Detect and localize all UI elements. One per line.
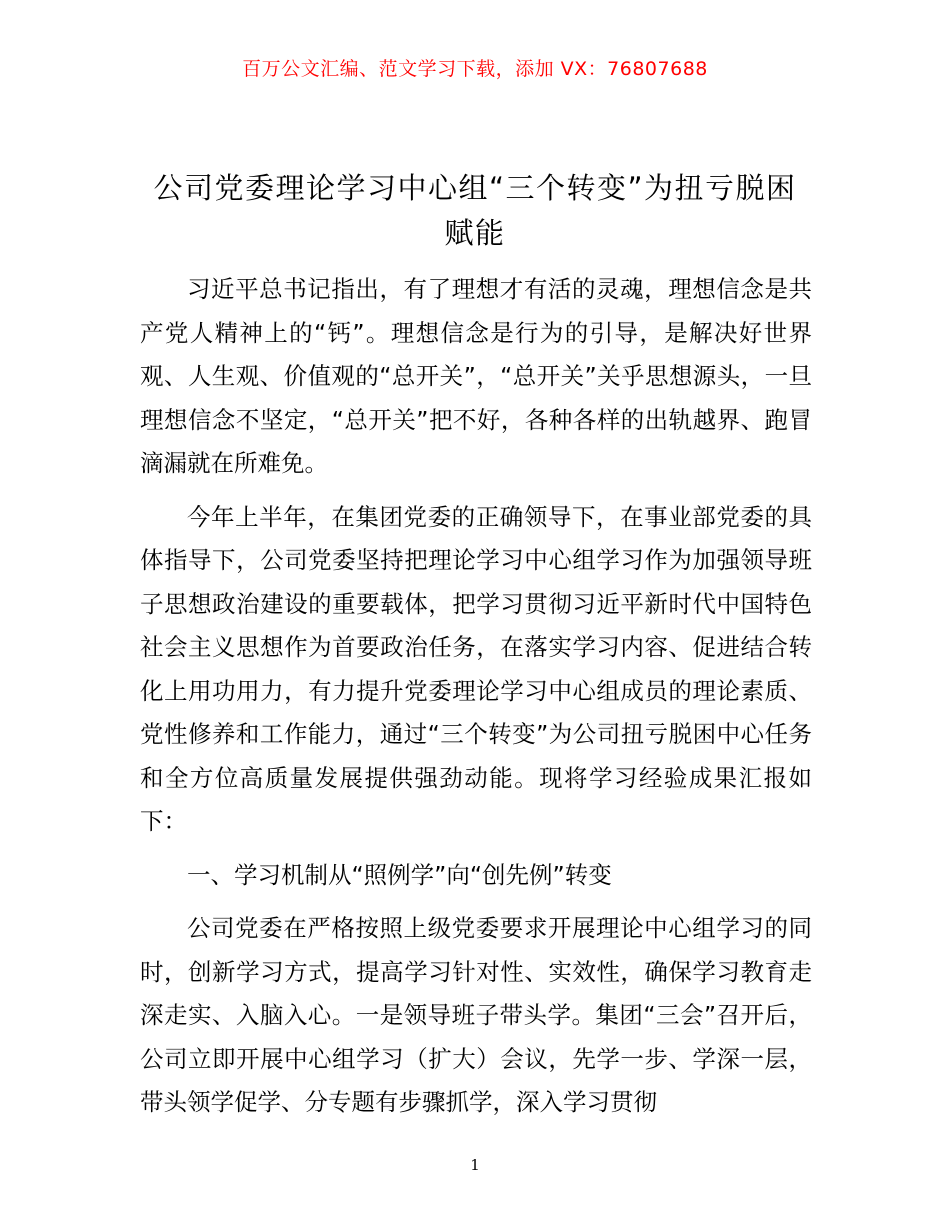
section-heading: 一、学习机制从“照例学”向“创先例”转变 <box>187 860 612 889</box>
paragraph-intro: 习近平总书记指出，有了理想才有活的灵魂，理想信念是共产党人精神上的“钙”。理想信念是行为的引导，是解决好世界观、人生观、价值观的“总开关”，“总开关”关乎思想源头，一旦理想信念不坚定，“总开关”把不好，各种各样的出轨越界、跑冒滴漏就在所难免。 <box>140 275 812 477</box>
document-body <box>140 268 812 1135</box>
document-title: 公司党委理论学习中心组“三个转变”为扭亏脱困赋能 <box>153 171 797 250</box>
paragraph-section-one: 公司党委在严格按照上级党委要求开展理论中心组学习的同时，创新学习方式，提高学习针对性、实效性，确保学习教育走深走实、入脑入心。一是领导班子带头学。集团“三会”召开后，公司立即开展中心组学习（扩大）会议，先学一步、学深一层，带头领学促学、分专题有步骤抓学，深入学习贯彻 <box>140 914 812 1116</box>
page-number: 1 <box>470 1156 480 1174</box>
header-note: 百万公文汇编、范文学习下载，添加 VX：76807688 <box>242 58 708 80</box>
paragraph-summary: 今年上半年，在集团党委的正确领导下，在事业部党委的具体指导下，公司党委坚持把理论学习中心组学习作为加强领导班子思想政治建设的重要载体，把学习贯彻习近平新时代中国特色社会主义思想作为首要政治任务，在落实学习内容、促进结合转化上用功用力，有力提升党委理论学习中心组成员的理论素质、党性修养和工作能力，通过“三个转变”为公司扭亏脱困中心任务和全方位高质量发展提供强劲动能。现将学习经验成果汇报如下： <box>140 502 812 835</box>
